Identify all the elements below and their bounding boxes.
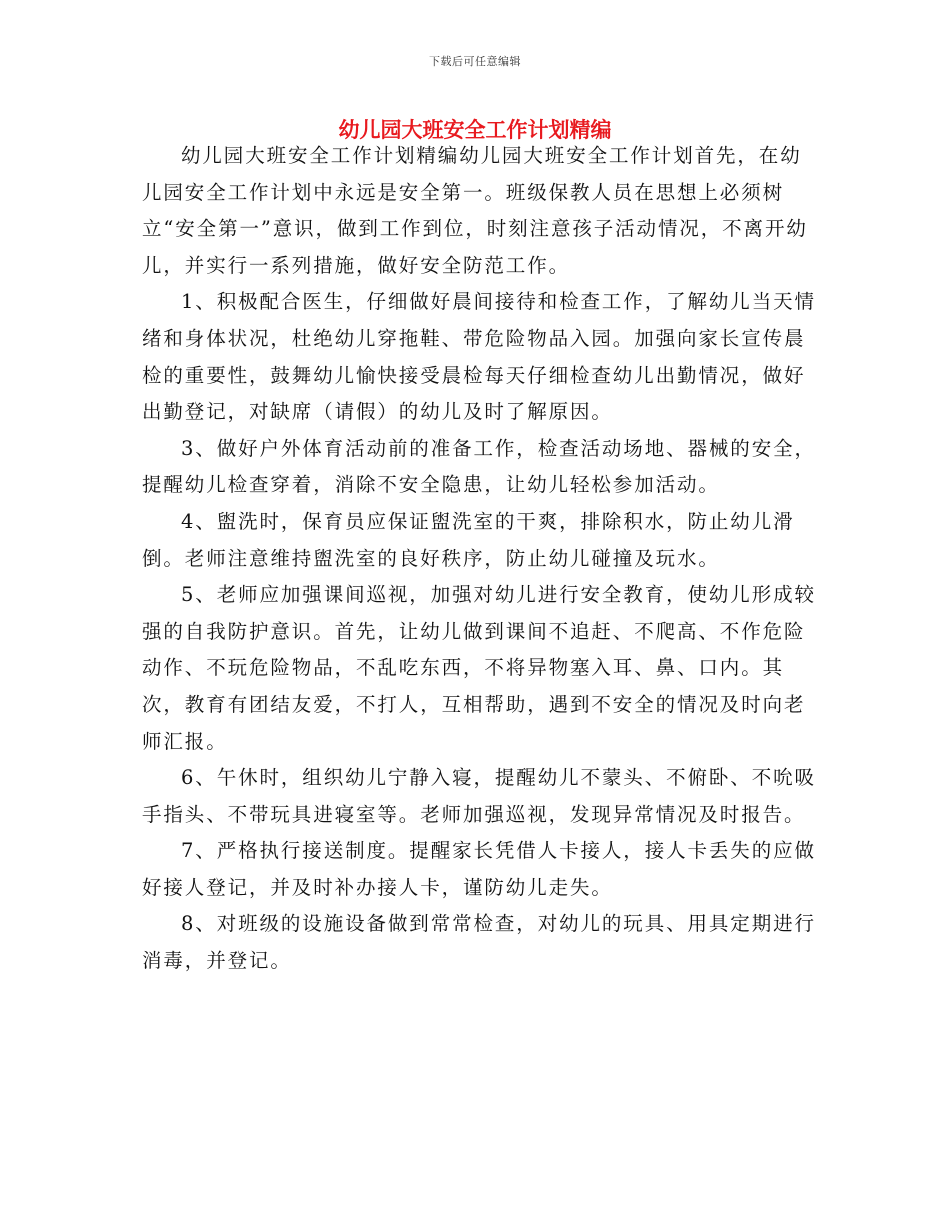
paragraph-intro: 幼儿园大班安全工作计划精编幼儿园大班安全工作计划首先，在幼儿园安全工作计划中永远是安全第一。班级保教人员在思想上必须树立“安全第一”意识，做到工作到位，时刻注意孩子活动情况，不离开幼儿，并实行一系列措施，做好安全防范工作。 bbox=[142, 144, 808, 277]
document-title: 幼儿园大班安全工作计划精编 bbox=[338, 118, 612, 142]
page-header-note: 下载后可任意编辑 bbox=[429, 55, 521, 68]
paragraph-item-7: 7、严格执行接送制度。提醒家长凭借人卡接人，接人卡丢失的应做好接人登记，并及时补办接人卡，谨防幼儿走失。 bbox=[142, 839, 816, 899]
paragraph-item-1: 1、积极配合医生，仔细做好晨间接待和检查工作，了解幼儿当天情绪和身体状况，杜绝幼儿穿拖鞋、带危险物品入园。加强向家长宣传晨检的重要性，鼓舞幼儿愉快接受晨检每天仔细检查幼儿出勤情况，做好出勤登记，对缺席（请假）的幼儿及时了解原因。 bbox=[142, 290, 816, 424]
paragraph-item-3: 3、做好户外体育活动前的准备工作，检查活动场地、器械的安全，提醒幼儿检查穿着，消除不安全隐患，让幼儿轻松参加活动。 bbox=[142, 436, 816, 497]
document-body bbox=[142, 138, 818, 980]
paragraph-item-4: 4、盥洗时，保育员应保证盥洗室的干爽，排除积水，防止幼儿滑倒。老师注意维持盥洗室的良好秩序，防止幼儿碰撞及玩水。 bbox=[142, 509, 795, 570]
paragraph-item-5: 5、老师应加强课间巡视，加强对幼儿进行安全教育，使幼儿形成较强的自我防护意识。首先，让幼儿做到课间不追赶、不爬高、不作危险动作、不玩危险物品，不乱吃东西，不将异物塞入耳、鼻、口内。其次，教育有团结友爱，不打人，互相帮助，遇到不安全的情况及时向老师汇报。 bbox=[142, 583, 816, 753]
paragraph-item-8: 8、对班级的设施设备做到常常检查，对幼儿的玩具、用具定期进行消毒，并登记。 bbox=[142, 912, 816, 973]
paragraph-item-6: 6、午休时，组织幼儿宁静入寝，提醒幼儿不蒙头、不俯卧、不吮吸手指头、不带玩具进寝室等。老师加强巡视，发现异常情况及时报告。 bbox=[142, 766, 816, 826]
